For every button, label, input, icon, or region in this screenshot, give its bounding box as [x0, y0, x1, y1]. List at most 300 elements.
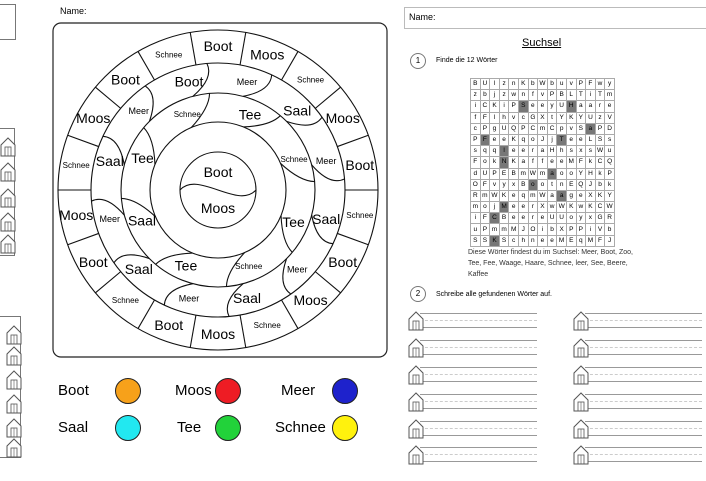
grid-cell[interactable]: P [576, 79, 586, 90]
grid-cell[interactable]: W [538, 190, 548, 201]
grid-cell[interactable]: e [547, 235, 557, 246]
grid-cell[interactable]: a [547, 168, 557, 179]
grid-cell[interactable]: r [528, 213, 538, 224]
grid-cell[interactable]: F [480, 179, 490, 190]
grid-cell[interactable]: Y [605, 190, 615, 201]
grid-cell[interactable]: E [566, 179, 576, 190]
grid-cell[interactable]: F [576, 157, 586, 168]
grid-cell[interactable]: P [480, 224, 490, 235]
house-icon [573, 419, 589, 439]
grid-cell[interactable]: C [547, 123, 557, 134]
grid-cell[interactable]: V [605, 112, 615, 123]
grid-cell[interactable]: i [471, 213, 481, 224]
grid-cell[interactable]: K [595, 190, 605, 201]
house-icon [0, 234, 16, 254]
grid-cell[interactable]: o [480, 202, 490, 213]
grid-cell[interactable]: f [471, 112, 481, 123]
grid-cell[interactable]: e [499, 134, 509, 145]
grid-cell[interactable]: L [566, 90, 576, 101]
grid-cell[interactable]: m [480, 190, 490, 201]
grid-row [471, 101, 615, 112]
grid-cell[interactable]: n [509, 79, 519, 90]
grid-cell[interactable]: K [509, 157, 519, 168]
grid-cell[interactable]: W [605, 202, 615, 213]
grid-cell[interactable]: Y [576, 168, 586, 179]
grid-cell[interactable]: h [518, 235, 528, 246]
grid-cell[interactable]: W [538, 79, 548, 90]
grid-row [471, 168, 615, 179]
house-icon [0, 137, 16, 157]
mandala-word: Saal [283, 102, 312, 119]
grid-cell[interactable]: y [576, 213, 586, 224]
grid-cell[interactable]: l [490, 79, 500, 90]
grid-cell[interactable]: S [576, 123, 586, 134]
grid-cell[interactable]: u [557, 79, 567, 90]
grid-cell[interactable]: z [499, 79, 509, 90]
grid-cell[interactable]: o [480, 157, 490, 168]
grid-cell[interactable]: B [499, 213, 509, 224]
grid-cell[interactable]: C [595, 157, 605, 168]
grid-cell[interactable]: p [557, 123, 567, 134]
house-icon [408, 392, 424, 412]
grid-cell[interactable]: F [595, 235, 605, 246]
grid-cell[interactable]: h [499, 112, 509, 123]
grid-cell[interactable]: B [471, 79, 481, 90]
grid-cell[interactable]: n [528, 235, 538, 246]
grid-cell[interactable]: H [547, 146, 557, 157]
grid-cell[interactable]: P [595, 123, 605, 134]
mandala-word: Saal [95, 152, 124, 169]
mandala-word: Moos [325, 109, 360, 126]
grid-row [471, 190, 615, 201]
grid-cell[interactable]: r [595, 101, 605, 112]
grid-cell[interactable]: m [518, 168, 528, 179]
step-2-badge: 2 [410, 286, 426, 302]
writing-line[interactable] [577, 421, 702, 441]
grid-cell[interactable]: j [547, 134, 557, 145]
mandala-word: Boot [174, 73, 204, 90]
grid-cell[interactable]: J [586, 179, 596, 190]
step-1-instruction: Finde die 12 Wörter [436, 57, 498, 64]
mandala-word: Boot [111, 71, 140, 88]
grid-cell[interactable]: r [528, 146, 538, 157]
grid-cell[interactable]: B [557, 90, 567, 101]
mandala-word: Meer [128, 105, 150, 116]
grid-cell[interactable]: M [586, 235, 596, 246]
grid-cell[interactable]: J [605, 235, 615, 246]
grid-cell[interactable]: u [471, 224, 481, 235]
grid-cell[interactable]: G [528, 112, 538, 123]
grid-cell[interactable]: P [518, 123, 528, 134]
grid-cell[interactable]: b [595, 179, 605, 190]
grid-row [471, 146, 615, 157]
grid-cell[interactable]: m [490, 224, 500, 235]
grid-cell[interactable]: s [471, 146, 481, 157]
grid-cell[interactable]: e [509, 146, 519, 157]
grid-cell[interactable]: N [499, 157, 509, 168]
grid-cell[interactable]: a [586, 101, 596, 112]
grid-cell[interactable]: v [566, 79, 576, 90]
grid-cell[interactable]: H [586, 168, 596, 179]
page-title: Suchsel [522, 37, 562, 49]
grid-cell[interactable]: t [547, 179, 557, 190]
grid-cell[interactable]: q [518, 134, 528, 145]
writing-line[interactable] [412, 340, 537, 360]
grid-cell[interactable]: i [538, 224, 548, 235]
mandala-word: Schnee [346, 210, 374, 220]
grid-cell[interactable]: V [595, 224, 605, 235]
grid-cell[interactable]: y [547, 101, 557, 112]
grid-cell[interactable]: e [518, 146, 528, 157]
grid-cell[interactable]: d [471, 168, 481, 179]
grid-cell[interactable]: W [490, 190, 500, 201]
grid-cell[interactable]: X [538, 112, 548, 123]
grid-cell[interactable]: i [586, 224, 596, 235]
grid-cell[interactable]: m [538, 168, 548, 179]
grid-cell[interactable]: w [576, 202, 586, 213]
grid-cell[interactable]: q [480, 146, 490, 157]
step-1-badge: 1 [410, 53, 426, 69]
grid-cell[interactable]: U [557, 213, 567, 224]
grid-cell[interactable]: L [586, 134, 596, 145]
grid-cell[interactable]: P [480, 123, 490, 134]
grid-cell[interactable]: v [566, 123, 576, 134]
mandala-word: Moos [200, 199, 236, 216]
grid-cell[interactable]: S [471, 235, 481, 246]
grid-cell[interactable]: R [471, 190, 481, 201]
grid-cell[interactable]: r [528, 202, 538, 213]
grid-cell[interactable]: a [538, 146, 548, 157]
grid-cell[interactable]: h [557, 146, 567, 157]
grid-cell[interactable]: z [595, 112, 605, 123]
grid-cell[interactable]: M [557, 235, 567, 246]
grid-cell[interactable]: K [490, 101, 500, 112]
mandala-word: Meer [236, 76, 258, 87]
grid-cell[interactable]: l [490, 112, 500, 123]
grid-cell[interactable]: k [586, 157, 596, 168]
grid-row [471, 123, 615, 134]
grid-cell[interactable]: K [566, 202, 576, 213]
grid-cell[interactable]: b [480, 90, 490, 101]
grid-cell[interactable]: e [566, 134, 576, 145]
grid-cell[interactable]: s [605, 134, 615, 145]
grid-cell[interactable]: U [586, 112, 596, 123]
grid-cell[interactable]: K [499, 190, 509, 201]
grid-cell[interactable]: F [480, 213, 490, 224]
grid-cell[interactable]: k [595, 168, 605, 179]
writing-line[interactable] [412, 421, 537, 441]
grid-cell[interactable]: O [528, 224, 538, 235]
writing-line[interactable] [577, 394, 702, 414]
house-icon [6, 325, 22, 345]
grid-cell[interactable]: n [518, 90, 528, 101]
grid-cell[interactable]: e [518, 213, 528, 224]
grid-cell[interactable]: m [538, 123, 548, 134]
grid-cell[interactable]: v [538, 90, 548, 101]
mandala-word: Moos [200, 325, 236, 342]
grid-cell[interactable]: o [566, 213, 576, 224]
grid-cell[interactable]: S [499, 235, 509, 246]
name-label: Name: [60, 6, 87, 16]
grid-cell[interactable]: o [538, 179, 548, 190]
grid-cell[interactable]: a [576, 101, 586, 112]
grid-cell[interactable]: e [576, 190, 586, 201]
house-icon [408, 311, 424, 331]
grid-cell[interactable]: P [509, 101, 519, 112]
grid-cell[interactable]: Q [509, 123, 519, 134]
mandala-word: Saal [124, 261, 153, 278]
mandala-word: Schnee [173, 109, 201, 119]
grid-cell[interactable]: K [509, 134, 519, 145]
grid-cell[interactable]: l [499, 146, 509, 157]
house-icon [408, 419, 424, 439]
grid-cell[interactable]: e [509, 190, 519, 201]
grid-cell[interactable]: B [518, 179, 528, 190]
grid-cell[interactable]: w [547, 202, 557, 213]
word-search-grid [470, 78, 615, 247]
grid-cell[interactable]: v [509, 112, 519, 123]
grid-cell[interactable]: e [509, 213, 519, 224]
mandala-word: Saal [127, 212, 156, 229]
grid-cell[interactable]: U [547, 213, 557, 224]
house-icon [408, 445, 424, 465]
grid-cell[interactable]: P [566, 224, 576, 235]
grid-cell[interactable]: S [480, 235, 490, 246]
grid-cell[interactable]: y [499, 179, 509, 190]
writing-line[interactable] [412, 394, 537, 414]
house-icon [573, 392, 589, 412]
grid-cell[interactable]: o [528, 179, 538, 190]
grid-cell[interactable]: U [480, 79, 490, 90]
name-field [404, 7, 706, 29]
house-icon [6, 346, 22, 366]
grid-cell[interactable]: P [490, 168, 500, 179]
legend-word: Moos [175, 382, 212, 399]
writing-line[interactable] [577, 447, 702, 467]
mandala-word: Schnee [111, 296, 140, 306]
grid-cell[interactable]: x [586, 213, 596, 224]
grid-cell[interactable]: P [471, 134, 481, 145]
grid-cell[interactable]: e [538, 235, 548, 246]
writing-line[interactable] [412, 367, 537, 387]
grid-cell[interactable]: U [480, 168, 490, 179]
grid-cell[interactable]: P [576, 224, 586, 235]
grid-cell[interactable]: X [557, 224, 567, 235]
grid-cell[interactable]: T [576, 90, 586, 101]
grid-cell[interactable]: G [595, 213, 605, 224]
grid-cell[interactable]: X [538, 202, 548, 213]
grid-cell[interactable]: b [605, 224, 615, 235]
grid-cell[interactable]: R [605, 213, 615, 224]
grid-cell[interactable]: u [605, 146, 615, 157]
grid-cell[interactable]: J [538, 134, 548, 145]
grid-cell[interactable]: w [509, 90, 519, 101]
grid-cell[interactable]: H [566, 101, 576, 112]
grid-cell[interactable]: E [566, 235, 576, 246]
grid-cell[interactable]: i [499, 101, 509, 112]
grid-cell[interactable]: b [528, 79, 538, 90]
grid-cell[interactable]: O [471, 179, 481, 190]
grid-cell[interactable]: F [471, 157, 481, 168]
mandala-word: Schnee [235, 261, 263, 271]
grid-row [471, 213, 615, 224]
grid-cell[interactable]: Y [576, 112, 586, 123]
grid-cell[interactable]: t [547, 112, 557, 123]
grid-cell[interactable]: g [566, 190, 576, 201]
grid-cell[interactable]: K [518, 79, 528, 90]
mandala-word: Moos [59, 206, 94, 223]
grid-cell[interactable]: Q [576, 179, 586, 190]
grid-cell[interactable]: a [557, 190, 567, 201]
grid-cell[interactable]: w [595, 79, 605, 90]
grid-cell[interactable]: K [566, 112, 576, 123]
legend-color-dot [115, 378, 141, 404]
grid-cell[interactable]: a [586, 123, 596, 134]
writing-line[interactable] [577, 367, 702, 387]
grid-cell[interactable]: W [557, 202, 567, 213]
grid-cell[interactable]: e [509, 202, 519, 213]
grid-cell[interactable]: C [528, 123, 538, 134]
grid-cell[interactable]: f [528, 157, 538, 168]
grid-cell[interactable]: s [566, 146, 576, 157]
legend-word: Meer [281, 382, 316, 399]
grid-cell[interactable]: e [547, 157, 557, 168]
grid-row [471, 179, 615, 190]
grid-cell[interactable]: k [490, 157, 500, 168]
grid-cell[interactable]: Q [605, 157, 615, 168]
legend-word: Saal [58, 419, 89, 436]
grid-cell[interactable]: s [586, 146, 596, 157]
grid-cell[interactable]: K [586, 202, 596, 213]
grid-cell[interactable]: Y [557, 112, 567, 123]
grid-cell[interactable]: o [528, 134, 538, 145]
mandala-word: Schnee [296, 75, 325, 85]
grid-cell[interactable]: M [566, 157, 576, 168]
mandala-word: Schnee [280, 155, 308, 165]
grid-cell[interactable]: c [509, 235, 519, 246]
grid-cell[interactable]: P [547, 90, 557, 101]
grid-cell[interactable]: e [518, 202, 528, 213]
grid-cell[interactable]: j [490, 90, 500, 101]
mandala-word: Boot [345, 156, 375, 173]
grid-cell[interactable]: U [499, 123, 509, 134]
mandala-word: Moos [76, 109, 111, 126]
grid-cell[interactable]: K [490, 235, 500, 246]
grid-cell[interactable]: M [499, 202, 509, 213]
grid-row [471, 235, 615, 246]
mandala-word: Boot [328, 253, 358, 270]
grid-cell[interactable]: m [605, 90, 615, 101]
grid-cell[interactable]: e [538, 101, 548, 112]
mandala-word: Meer [99, 214, 121, 225]
writing-line[interactable] [577, 313, 702, 333]
grid-cell[interactable]: F [480, 134, 490, 145]
mandala-word: Moos [293, 292, 328, 309]
grid-cell[interactable]: c [471, 123, 481, 134]
grid-cell[interactable]: q [518, 190, 528, 201]
grid-cell[interactable]: e [538, 213, 548, 224]
grid-cell[interactable]: q [576, 235, 586, 246]
grid-cell[interactable]: F [480, 112, 490, 123]
grid-cell[interactable]: k [605, 179, 615, 190]
grid-cell[interactable]: m [528, 190, 538, 201]
grid-cell[interactable]: U [557, 101, 567, 112]
grid-cell[interactable]: B [509, 168, 519, 179]
grid-cell[interactable]: b [547, 224, 557, 235]
grid-cell[interactable]: m [471, 202, 481, 213]
house-icon [6, 438, 22, 458]
grid-cell[interactable]: S [595, 134, 605, 145]
grid-cell[interactable]: T [595, 90, 605, 101]
grid-cell[interactable]: o [566, 168, 576, 179]
grid-cell[interactable]: e [490, 134, 500, 145]
grid-row [471, 90, 615, 101]
grid-cell[interactable]: j [490, 202, 500, 213]
grid-cell[interactable]: D [605, 123, 615, 134]
grid-cell[interactable]: M [509, 224, 519, 235]
legend-color-dot [215, 415, 241, 441]
grid-cell[interactable]: W [595, 146, 605, 157]
grid-row [471, 224, 615, 235]
grid-cell[interactable]: b [547, 79, 557, 90]
mandala-word: Tee [282, 213, 305, 230]
grid-cell[interactable]: X [586, 190, 596, 201]
grid-cell[interactable]: q [490, 146, 500, 157]
grid-cell[interactable]: g [490, 123, 500, 134]
grid-cell[interactable]: S [518, 101, 528, 112]
grid-cell[interactable]: C [595, 202, 605, 213]
grid-cell[interactable]: e [528, 101, 538, 112]
writing-line[interactable] [412, 313, 537, 333]
grid-cell[interactable]: P [605, 168, 615, 179]
mandala-word: Boot [154, 317, 184, 334]
mandala-word: Meer [315, 156, 337, 167]
mandala-word: Tee [131, 149, 154, 166]
writing-line[interactable] [412, 447, 537, 467]
house-icon [408, 338, 424, 358]
grid-cell[interactable]: e [576, 134, 586, 145]
grid-cell[interactable]: f [528, 90, 538, 101]
grid-cell[interactable]: z [471, 90, 481, 101]
grid-cell[interactable]: e [557, 157, 567, 168]
grid-cell[interactable]: F [586, 79, 596, 90]
grid-cell[interactable]: x [509, 179, 519, 190]
grid-cell[interactable]: i [471, 101, 481, 112]
grid-cell[interactable]: C [480, 101, 490, 112]
grid-cell[interactable]: T [557, 134, 567, 145]
writing-line[interactable] [577, 340, 702, 360]
grid-cell[interactable]: v [490, 179, 500, 190]
grid-cell[interactable]: x [576, 146, 586, 157]
grid-cell[interactable]: C [490, 213, 500, 224]
grid-cell[interactable]: E [499, 168, 509, 179]
grid-cell[interactable]: y [605, 79, 615, 90]
grid-cell[interactable]: o [557, 168, 567, 179]
mandala-word: Meer [286, 264, 308, 275]
grid-cell[interactable]: f [538, 157, 548, 168]
grid-cell[interactable]: i [586, 90, 596, 101]
grid-cell[interactable]: c [518, 112, 528, 123]
grid-cell[interactable]: m [499, 224, 509, 235]
grid-cell[interactable]: W [528, 168, 538, 179]
grid-cell[interactable]: J [518, 224, 528, 235]
grid-cell[interactable]: n [557, 179, 567, 190]
grid-cell[interactable]: z [499, 90, 509, 101]
grid-cell[interactable]: e [605, 101, 615, 112]
grid-cell[interactable]: a [518, 157, 528, 168]
prev-page-box-top [0, 4, 16, 40]
grid-cell[interactable]: a [547, 190, 557, 201]
